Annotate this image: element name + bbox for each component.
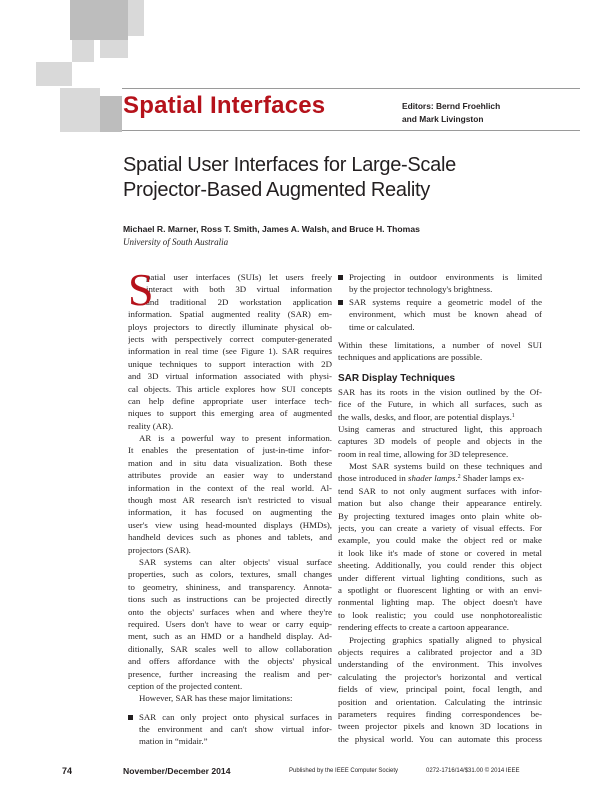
emphasis: shader lamps (408, 473, 456, 484)
text-line: ception of the projected content. (128, 680, 243, 691)
text-line: fields of view, principal point, focal length, and (338, 684, 542, 695)
text-line: ronmental lighting map. The object doesn't have (338, 597, 542, 608)
text-line: it look like it's made of stone or covered in metal (338, 547, 542, 558)
text-line: properties, such as colors, textures, small changes (128, 569, 332, 580)
text-line: Projecting graphics spatially aligned to physical (349, 634, 542, 645)
text-line: SAR systems require a geometric model of the (349, 296, 542, 307)
text-line: attributes provide an easier way to understand (128, 470, 332, 481)
text-line: cal objects. This article explores how SUI concepts (128, 383, 332, 394)
text-line: environment, which must be known ahead of (349, 309, 542, 320)
right-column (338, 271, 542, 745)
paragraph (338, 634, 542, 746)
text-line: a spotlight or fluorescent lighting or with an envi- (338, 584, 542, 595)
text-line: ploys projectors to directly illuminate physical ob- (128, 321, 332, 332)
text-line: those introduced in shader lamps.$^2$ Shader lamps ex- (338, 473, 525, 484)
paragraph (338, 386, 542, 460)
bullet-icon (128, 715, 133, 720)
bullet-item (338, 271, 542, 296)
title-line: Spatial User Interfaces for Large-Scale (123, 154, 456, 176)
header-decoration-block (70, 0, 128, 40)
affiliation: University of South Australia (123, 237, 229, 247)
text-line: presence, further increasing the realism and per- (128, 668, 332, 679)
text-line: user's view using head-mounted displays (HMDs), (128, 519, 332, 530)
text-line: by the projector technology's brightness. (349, 284, 493, 295)
text-line: mation but also change their appearance entirely. (338, 498, 542, 509)
text-line: information, it has focused on augmenting the (128, 507, 332, 518)
citation-sup: 1 (511, 412, 515, 419)
text-line: ditionally, SAR scales well to allow collaboration (128, 643, 332, 654)
text-line: mation and in situ data visualization. Both these (128, 457, 332, 468)
text-line: the environment and can't show virtual infor- (139, 724, 332, 735)
bullet-item (338, 296, 542, 333)
text-line: tween projector pixels and known 3D locations in (338, 721, 542, 732)
text-line: Using cameras and structured light, this approach (338, 423, 542, 434)
text-line: tions such as instructions can be projected directly (128, 594, 332, 605)
text-line: though most AR research isn't restricted to visual (128, 495, 332, 506)
publisher-line: Published by the IEEE Computer Society (289, 768, 399, 774)
page-number: 74 (62, 766, 73, 776)
text-line: sheeting. Additionally, you could render this object (338, 560, 542, 571)
text-line: to geometry, shininess, and transparency. Annota- (128, 581, 332, 592)
text-line: position and orientation. Calculating the intrinsic (338, 696, 542, 707)
text-line: fice of the Future, in which all surfaces, such as (338, 399, 542, 410)
title-line: Projector-Based Augmented Reality (123, 179, 430, 201)
text-line: SAR systems can alter objects' visual surface (139, 556, 332, 567)
text-line: patial user interfaces (SUIs) let users freely (146, 272, 332, 282)
text-span: those introduced in (338, 473, 408, 484)
section-heading: SAR Display Techniques (338, 372, 456, 384)
text-line: jects, you can create a variety of visual effects. For (338, 523, 542, 534)
text-line: required. Users don't have to wear or carry equip- (128, 618, 332, 629)
left-column (128, 264, 332, 748)
author-list: Michael R. Marner, Ross T. Smith, James A. Walsh, and Bruce H. Thomas (123, 224, 420, 234)
text-line: unique techniques to support interaction with 2D (128, 358, 332, 369)
text-line: By projecting textured images onto plain white ob- (338, 510, 542, 521)
text-line: tend SAR to not only augment surfaces with infor- (338, 485, 542, 496)
text-line: techniques and applications are possible. (338, 352, 483, 363)
text-line: niques to support this emerging area of augmented (128, 408, 332, 419)
header-decoration-block (72, 40, 94, 62)
paragraph: However, SAR has these major limitations: (139, 693, 293, 704)
citation-sup: 2 (457, 474, 461, 481)
text-line (338, 411, 542, 423)
bullet-icon (338, 275, 343, 280)
header-rule (122, 130, 580, 131)
text-line: and traditional 2D workstation application (146, 296, 332, 307)
text-line: parameters requires finding correspondences be- (338, 708, 542, 719)
header-decoration-block (100, 96, 122, 132)
text-line: interact with both 3D virtual information (146, 284, 332, 295)
text-line: to look realistic; you could use nonphotorealistic (338, 609, 542, 620)
text-line: objects requires a calibrated projector and a 3D (338, 646, 542, 657)
editors-line: and Mark Livingston (402, 114, 484, 124)
text-line: room in real time, allowing for 3D telepresence. (338, 448, 509, 459)
text-line: Within these limitations, a number of novel SUI (338, 339, 542, 350)
section-title: Spatial Interfaces (123, 92, 326, 119)
header-decoration-block (36, 62, 72, 86)
text-line: information in the context of the real world. Al- (128, 482, 332, 493)
text-line: time or calculated. (349, 321, 415, 332)
text-line: It enables the presentation of just-in-time infor- (128, 445, 332, 456)
text-line: under different virtual lighting conditions, such as (338, 572, 542, 583)
text-line: SAR can only project onto physical surfaces in (139, 711, 332, 722)
text-line: ment, such as an HMD or a handheld display. Ad- (128, 631, 332, 642)
text-line: Most SAR systems build on these techniques and (349, 461, 542, 472)
text-line: handheld devices such as phones and tablets, and (128, 532, 332, 543)
text-line: understanding of the environment. This involves (338, 659, 542, 670)
header-decoration-block (128, 0, 144, 36)
text-line: AR is a powerful way to present information. (139, 433, 332, 444)
text-line: jects with perspectively correct computer-generated (128, 333, 332, 344)
text-span: Shader lamps ex- (460, 473, 525, 484)
paragraph (128, 432, 332, 556)
text-line: information in real time (see Figure 1). SAR requires (128, 346, 332, 357)
paragraph (128, 556, 332, 692)
bullet-item (128, 711, 332, 748)
text-line: rendering effects to create a cartoon appearance. (338, 622, 509, 633)
header-decoration-block (100, 40, 128, 58)
text-line: information. Spatial augmented reality (SAR) em- (128, 309, 332, 320)
text-line: can help define appropriate user interface tech- (128, 395, 332, 406)
copyright-code: 0272-1716/14/$31.00 © 2014 IEEE (426, 768, 520, 774)
article-title (123, 153, 543, 203)
text-line: projectors (SAR). (128, 544, 191, 555)
paragraph (128, 264, 332, 432)
text-line: captures 3D models of people and objects in the (338, 436, 542, 447)
text-line: example, you could make the object red or make (338, 535, 542, 546)
issue-date: November/December 2014 (123, 766, 231, 776)
header-decoration-block (60, 88, 100, 132)
text-line: calculating the projector's horizontal and vertical (338, 671, 542, 682)
bullet-icon (338, 300, 343, 305)
paragraph (338, 339, 542, 364)
text-line: and 3D virtual information associated with physi- (128, 371, 332, 382)
text-line: reality (AR). (128, 420, 174, 431)
text-line: the physical world. You can automate this process (338, 733, 542, 744)
text-span: the walls, desks, and floor, are potential displays. (338, 411, 512, 422)
text-line: Projecting in outdoor environments is limited (349, 272, 542, 282)
header-rule (122, 88, 580, 89)
text-line: onto the objects' surfaces when and where they're (128, 606, 332, 617)
text-line: SAR has its roots in the vision outlined by the Of- (338, 386, 542, 397)
editors (402, 100, 500, 126)
text-line: and offers affordance with the objects' physical (128, 656, 332, 667)
editors-line: Editors: Bernd Froehlich (402, 101, 501, 111)
drop-cap: S (128, 264, 154, 315)
text-line: mation in “midair.” (139, 736, 208, 747)
paragraph (338, 460, 542, 633)
